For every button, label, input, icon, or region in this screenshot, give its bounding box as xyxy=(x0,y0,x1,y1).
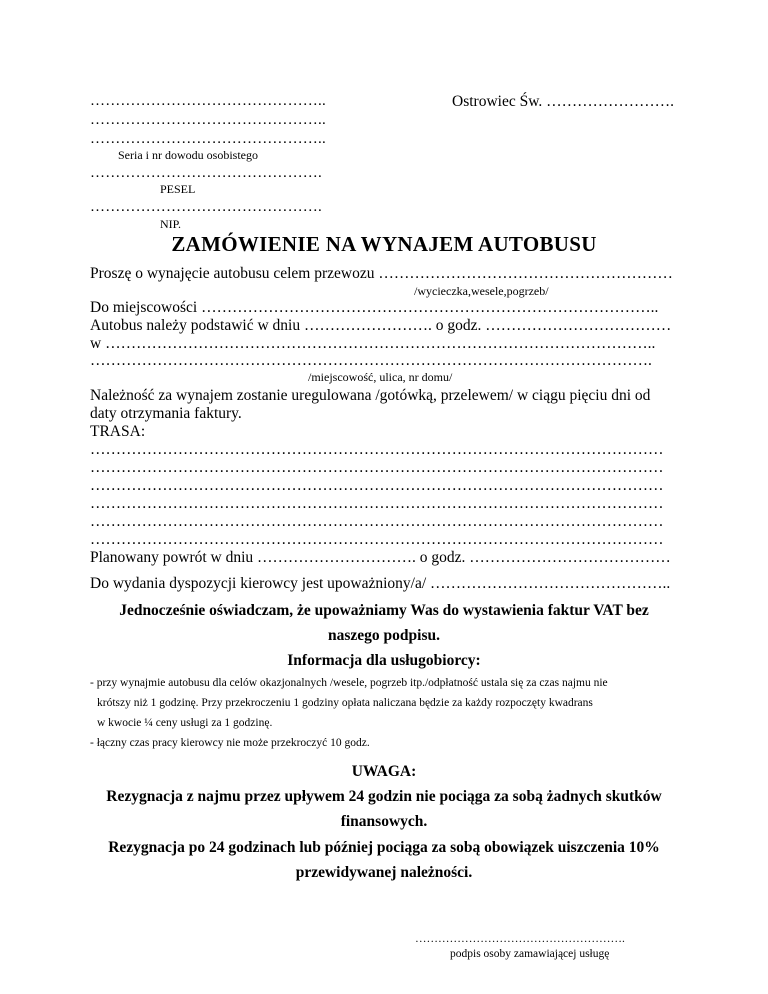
destination-line: Do miejscowości …………………………………………………………………………….. xyxy=(90,299,659,316)
address-field-line: ……………………………………….. xyxy=(90,112,326,128)
route-line: ………………………………………………………………………………………………… xyxy=(90,477,664,494)
payment-line1: Należność za wynajem zostanie uregulowana /gotówką, przelewem/ w ciągu pięciu dni od xyxy=(90,387,651,404)
nip-label: NIP. xyxy=(160,217,182,231)
vat-declaration-line2: naszego podpisu. xyxy=(328,627,440,644)
info-item-1-line1: - przy wynajmie autobusu dla celów okazjonalnych /wesele, pogrzeb itp./odpłatność ustala się za czas najmu nie xyxy=(90,677,608,689)
driver-authorization-line: Do wydania dyspozycji kierowcy jest upoważniony/a/ ……………………………………….. xyxy=(90,575,671,592)
notice-heading: UWAGA: xyxy=(351,763,417,780)
document-title: ZAMÓWIENIE NA WYNAJEM AUTOBUSU xyxy=(171,232,597,256)
pesel-field-line: ………………………………………. xyxy=(90,165,322,181)
payment-line2: daty otrzymania faktury. xyxy=(90,405,242,422)
info-item-1-line2: krótszy niż 1 godzinę. Przy przekroczeniu 1 godziny opłata naliczana będzie za każdy rozpoczęty kwadrans xyxy=(97,697,593,709)
pickup-date-line: Autobus należy podstawić w dniu ……………………. o godz. ……………………………… xyxy=(90,317,672,334)
address-hint: /miejscowość, ulica, nr domu/ xyxy=(308,370,453,384)
purpose-line: Proszę o wynajęcie autobusu celem przewozu ………………………………………………… xyxy=(90,265,673,282)
notice-line4: przewidywanej należności. xyxy=(295,864,473,881)
id-label: Seria i nr dowodu osobistego xyxy=(118,148,258,162)
info-item-2: - łączny czas pracy kierowcy nie może przekroczyć 10 godz. xyxy=(90,737,370,749)
name-field-line: ……………………………………….. xyxy=(90,93,326,109)
route-line: ………………………………………………………………………………………………… xyxy=(90,513,664,530)
route-line: ………………………………………………………………………………………………… xyxy=(90,531,664,548)
route-line: ………………………………………………………………………………………………… xyxy=(90,459,664,476)
id-number-field-line: ……………………………………….. xyxy=(90,131,326,147)
pesel-label: PESEL xyxy=(160,182,196,196)
purpose-hint: /wycieczka,wesele,pogrzeb/ xyxy=(414,284,549,298)
place-date-line: Ostrowiec Św. ……………………. xyxy=(452,93,675,110)
signature-dots: ………………………………………………. xyxy=(415,933,625,945)
signature-label: podpis osoby zamawiającej usługę xyxy=(450,948,610,960)
route-line: ………………………………………………………………………………………………… xyxy=(90,495,664,512)
info-heading: Informacja dla usługobiorcy: xyxy=(287,652,481,669)
pickup-address-line1: w …………………………………………………………………………………………….. xyxy=(90,335,656,352)
nip-field-line: ………………………………………. xyxy=(90,199,322,215)
pickup-address-line2: ………………………………………………………………………………………………. xyxy=(90,352,652,369)
info-item-1-line3: w kwocie ¼ ceny usługi za 1 godzinę. xyxy=(97,717,273,729)
notice-line2: finansowych. xyxy=(340,813,428,830)
return-line: Planowany powrót w dniu …………………………. o godz. ………………………………… xyxy=(90,549,671,566)
vat-declaration-line1: Jednocześnie oświadczam, że upoważniamy Was do wystawienia faktur VAT bez xyxy=(119,602,649,619)
notice-line1: Rezygnacja z najmu przez upływem 24 godzin nie pociąga za sobą żadnych skutków xyxy=(106,788,662,805)
route-label: TRASA: xyxy=(90,423,146,440)
notice-line3: Rezygnacja po 24 godzinach lub później pociąga za sobą obowiązek uiszczenia 10% xyxy=(108,839,660,856)
route-line: ………………………………………………………………………………………………… xyxy=(90,441,664,458)
